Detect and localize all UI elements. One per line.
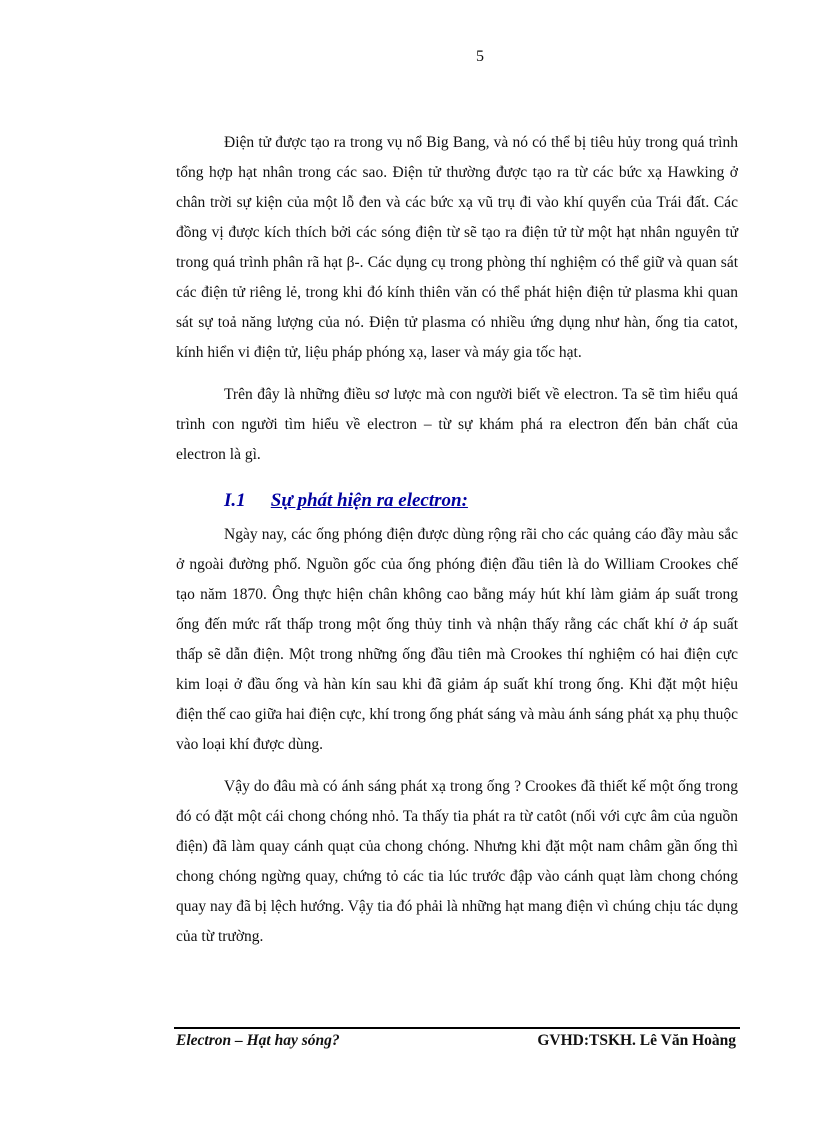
paragraph-summary: Trên đây là những điều sơ lược mà con người biết về electron. Ta sẽ tìm hiểu quá trình con người tìm hiểu về electron – từ sự khám phá ra electron đến bản chất của electron là gì. bbox=[176, 386, 738, 463]
footer-document-title: Electron – Hạt hay sóng? bbox=[176, 1032, 340, 1049]
section-heading bbox=[224, 486, 738, 516]
document-body bbox=[176, 128, 738, 952]
paragraph-intro: Điện tử được tạo ra trong vụ nổ Big Bang, và nó có thể bị tiêu hủy trong quá trình tổng hợp hạt nhân trong các sao. Điện tử thường được tạo ra từ các bức xạ Hawking ở chân trời sự kiện của một lỗ đen và các bức xạ vũ trụ đi vào khí quyển của Trái đất. Các đồng vị được kích thích bởi các sóng điện từ sẽ tạo ra điện tử từ một hạt nhân nguyên tử trong quá trình phân rã hạt β-. Các dụng cụ trong phòng thí nghiệm có thể giữ và quan sát các điện tử riêng lẻ, trong khi đó kính thiên văn có thể phát hiện điện tử plasma khi quan sát sự toả năng lượng của nó. Điện tử plasma có nhiều ứng dụng như hàn, ống tia catot, kính hiển vi điện tử, liệu pháp phóng xạ, laser và máy gia tốc hạt. bbox=[176, 134, 738, 361]
section-title: Sự phát hiện ra electron: bbox=[270, 490, 468, 511]
section-number: I.1 bbox=[224, 490, 246, 511]
paragraph-crookes-experiment: Vậy do đâu mà có ánh sáng phát xạ trong ống ? Crookes đã thiết kế một ống trong đó có đặt một cái chong chóng nhỏ. Ta thấy tia phát ra từ catôt (nối với cực âm của nguồn điện) đã làm quay cánh quạt của chong chóng. Nhưng khi đặt một nam châm gần ống thì chong chóng ngừng quay, chứng tỏ các tia lúc trước đập vào cánh quạt làm chong chóng quay nay đã bị lệch hướng. Vậy tia đó phải là những hạt mang điện vì chúng chịu tác dụng của từ trường. bbox=[176, 778, 738, 945]
footer-divider bbox=[174, 1027, 740, 1029]
page-number: 5 bbox=[476, 48, 484, 65]
paragraph-discharge-tubes: Ngày nay, các ống phóng điện được dùng rộng rãi cho các quảng cáo đầy màu sắc ở ngoài đường phố. Nguồn gốc của ống phóng điện đầu tiên là do William Crookes chế tạo năm 1870. Ông thực hiện chân không cao bằng máy hút khí làm giảm áp suất trong ống đến mức rất thấp trong một ống thủy tinh và nhận thấy rằng các chất khí ở áp suất thấp sẽ dẫn điện. Một trong những ống đầu tiên mà Crookes thí nghiệm có hai điện cực kim loại ở đầu ống và hàn kín sau khi đã giảm áp suất khí trong ống. Khi đặt một hiệu điện thế cao giữa hai điện cực, khí trong ống phát sáng và màu ánh sáng phát xạ phụ thuộc vào loại khí được dùng. bbox=[176, 526, 738, 753]
footer-supervisor: GVHD:TSKH. Lê Văn Hoàng bbox=[537, 1032, 736, 1049]
